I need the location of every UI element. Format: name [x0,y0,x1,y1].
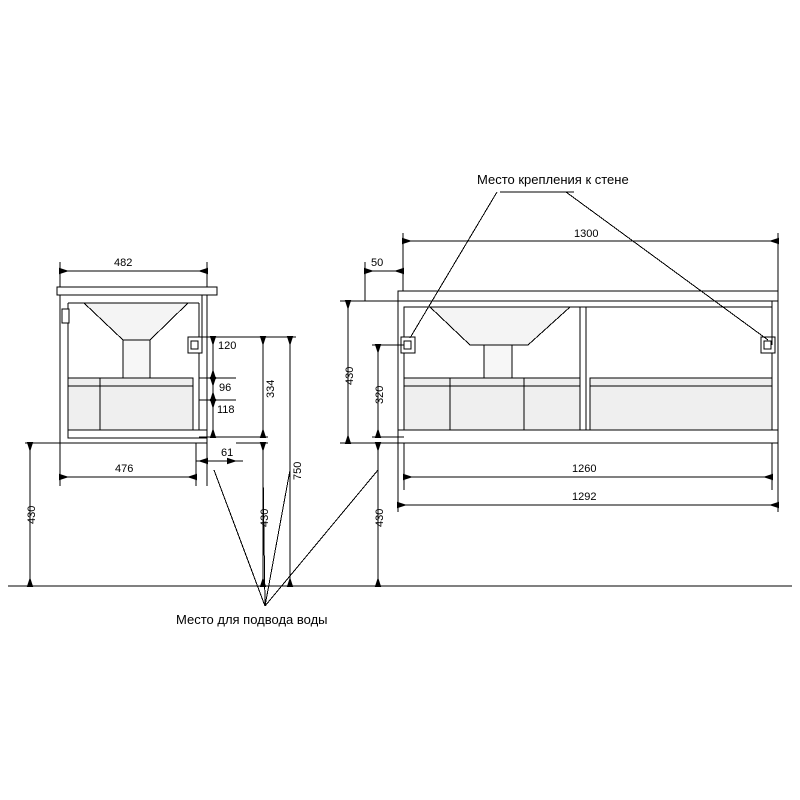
dim-side-h750: 750 [292,461,304,480]
dim-side-h430-center: 430 [259,508,271,527]
dim-side-top-width: 482 [114,257,133,269]
annotation-water-supply: Место для подвода воды [176,612,328,627]
dim-side-h96: 96 [219,382,232,394]
dim-front-edge-offset: 50 [371,257,384,269]
dim-front-inner-width: 1260 [572,463,597,475]
dim-front-total-width: 1300 [574,228,599,240]
dim-side-h118: 118 [217,404,235,416]
dim-side-h120: 120 [218,340,237,352]
dim-front-h320: 320 [374,385,386,404]
dim-front-h430-top: 430 [344,366,356,385]
dim-front-h430-bottom: 430 [374,508,386,527]
dim-side-h334: 334 [265,379,277,398]
dim-side-bottom-width: 476 [115,463,134,475]
dim-side-h430-left: 430 [26,505,38,524]
dim-side-offset-back: 61 [221,447,234,459]
dim-front-body-width: 1292 [572,491,597,503]
annotation-wall-mount: Место крепления к стене [477,172,629,187]
